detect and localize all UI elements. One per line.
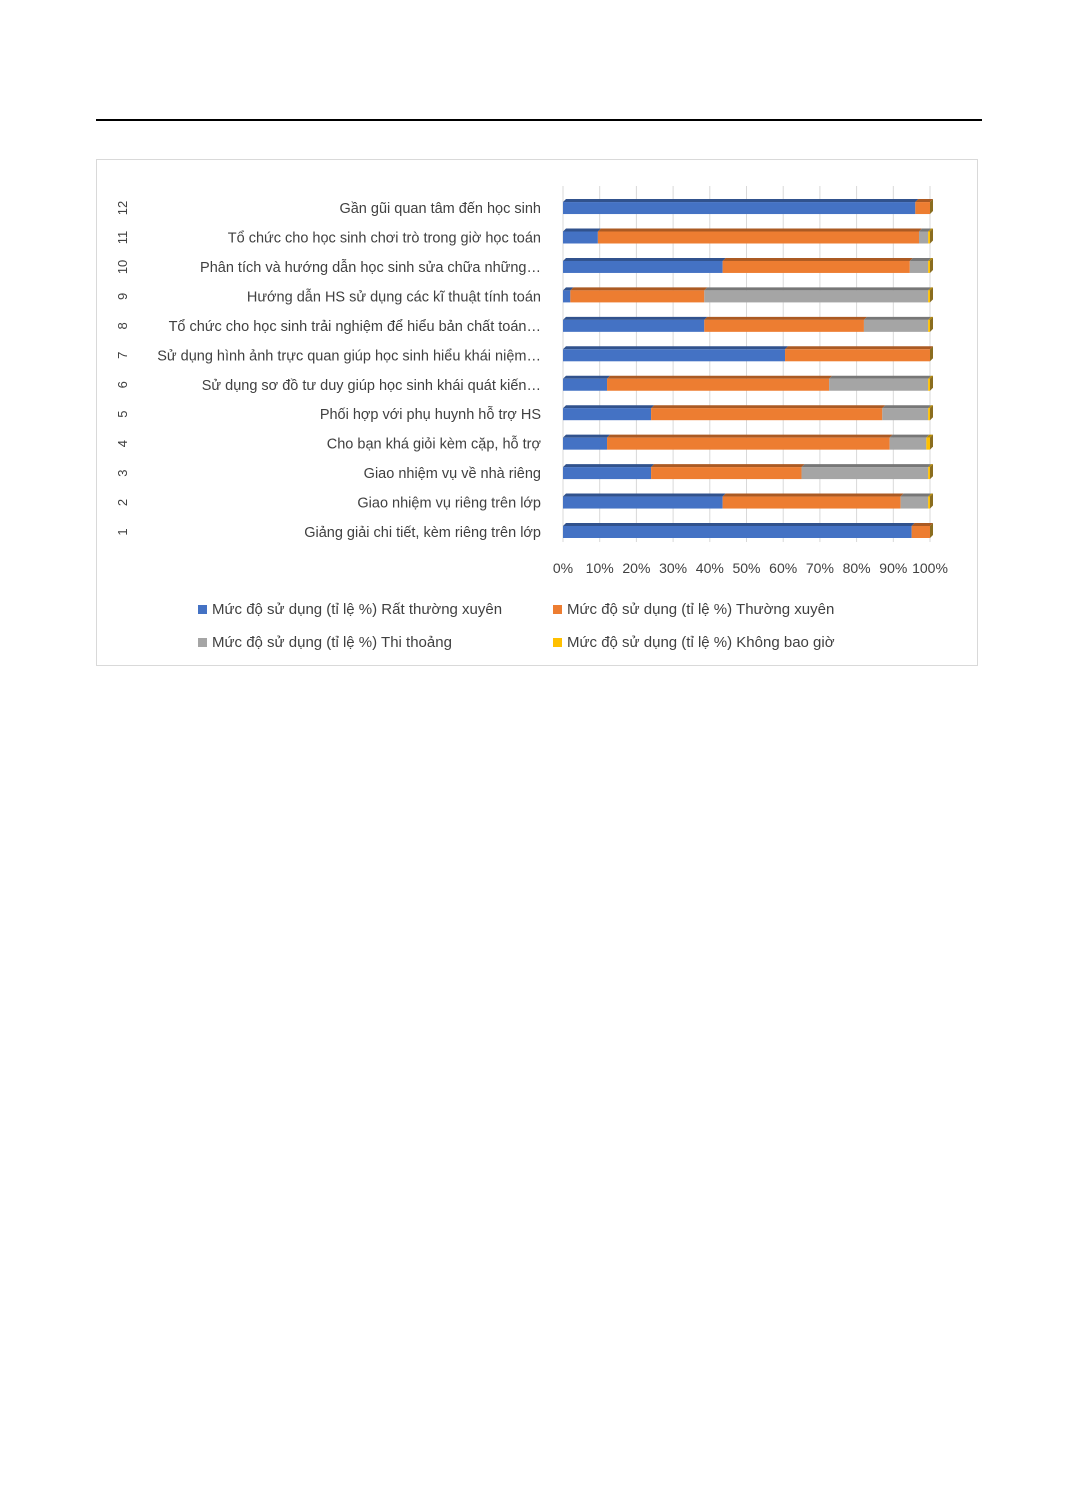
bar-segment [915,202,930,214]
bar-segment-top [890,435,930,438]
bar-segment [928,290,930,302]
bar-segment [563,290,570,302]
bar-segment-top [563,464,654,467]
bar-segment-top [802,464,932,467]
bar-segment-top [704,287,931,290]
bar-segment [912,526,930,538]
category-index: 3 [115,469,130,477]
legend-label: Mức độ sử dụng (tỉ lệ %) Thường xuyên [567,601,835,618]
bar-segment [563,526,912,538]
bar-segment [607,438,890,450]
bar-segment-top [570,287,707,290]
category-index: 7 [115,351,130,359]
category-label: Tổ chức cho học sinh trải nghiệm để hiểu bản chất toán… [168,318,541,335]
category-index: 1 [115,528,130,536]
legend-label: Mức độ sử dụng (tỉ lệ %) Không bao giờ [567,634,835,651]
bar-segment [785,349,930,361]
bar-segment [928,320,930,332]
category-label: Sử dụng sơ đồ tư duy giúp học sinh khái quát kiến… [201,377,541,394]
category-label: Tổ chức cho học sinh chơi trò trong giờ học toán [227,230,541,247]
bar-segment-top [563,317,707,320]
bar-segment [864,320,928,332]
legend-label: Mức độ sử dụng (tỉ lệ %) Rất thường xuyên [212,601,503,618]
bar-segment [570,290,704,302]
bar-segment-top [563,199,918,202]
header-rule [96,119,982,121]
bar-segment [563,497,723,509]
bar-segment [563,467,651,479]
bar-segment [563,320,704,332]
x-tick-label: 70% [805,560,834,576]
category-label: Giao nhiệm vụ về nhà riêng [363,466,541,483]
bar-segment-top [563,494,726,497]
bar-segment [563,408,651,420]
category-label: Giảng giải chi tiết, kèm riêng trên lớp [304,525,541,541]
bar-segment-top [723,258,913,261]
category-index: 11 [115,230,130,245]
bar-segment [704,290,928,302]
x-tick-label: 30% [659,560,688,576]
bar-segment [882,408,928,420]
category-label: Hướng dẫn HS sử dụng các kĩ thuật tính toán [246,289,541,306]
legend-swatch [553,638,562,647]
category-label: Cho bạn khá giỏi kèm cặp, hỗ trợ [326,436,541,453]
bar-segment-top [864,317,931,320]
category-index: 9 [115,292,130,301]
category-index: 10 [115,259,130,275]
bar-segment [802,467,929,479]
bar-segment [890,438,927,450]
stacked-bar-chart [97,160,977,665]
category-index: 4 [115,440,130,448]
category-label: Sử dụng hình ảnh trực quan giúp học sinh hiểu khái niệm… [157,348,541,365]
category-label: Phân tích và hướng dẫn học sinh sửa chữa những… [200,259,541,276]
bar-segment [651,467,801,479]
bar-segment-top [829,376,931,379]
bar-segment [928,408,930,420]
chart-frame [96,159,978,666]
bar-segment-top [563,229,601,232]
bar-segment-top [912,523,933,526]
bar-segment [928,261,930,273]
bar-segment [563,202,915,214]
bar-segment [704,320,864,332]
category-label: Gần gũi quan tâm đến học sinh [339,201,541,218]
bar-segment [723,261,910,273]
bar-segment [563,379,607,391]
category-index: 5 [115,410,130,418]
x-tick-label: 20% [622,560,651,576]
bar-segment-top [651,405,885,408]
x-tick-label: 90% [879,560,908,576]
bar-segment [928,467,930,479]
bar-segment [928,232,930,244]
bar-segment-top [915,199,933,202]
legend-item [553,634,835,651]
category-index: 8 [115,322,130,330]
bar-segment [901,497,929,509]
x-tick-label: 0% [552,560,574,576]
bar-segment-top [607,435,893,438]
bar-segment [928,379,930,391]
bar-segment [723,497,901,509]
x-tick-label: 100% [912,560,948,576]
bar-segment [563,349,785,361]
bar-segment [829,379,928,391]
category-label: Phối hợp với phụ huynh hỗ trợ HS [319,407,541,424]
legend-swatch [553,605,562,614]
x-tick-label: 80% [842,560,871,576]
bar-segment-top [563,346,788,349]
legend-item [198,601,502,618]
bar-segment-top [882,405,931,408]
legend-swatch [198,638,207,647]
category-label: Giao nhiệm vụ riêng trên lớp [357,495,541,512]
bar-segment [563,261,723,273]
bar-segment [607,379,829,391]
bar-segment [563,232,598,244]
bar-segment-top [910,258,931,261]
category-index: 6 [115,381,130,389]
x-tick-label: 10% [585,560,614,576]
bar-segment-top [563,435,610,438]
bar-segment [926,438,930,450]
bar-segment-top [598,229,922,232]
x-tick-label: 60% [769,560,798,576]
bar-segment-top [651,464,804,467]
x-tick-label: 40% [695,560,724,576]
bar-segment-top [607,376,832,379]
bar-segment-top [704,317,867,320]
bar-segment-top [563,258,726,261]
bar-segment-top [723,494,904,497]
bar-segment-top [785,346,933,349]
bar-segment-top [901,494,932,497]
bar-segment [651,408,882,420]
bar-segment-top [563,376,610,379]
category-index: 12 [115,200,130,216]
bar-segment [928,497,930,509]
bar-segment [910,261,928,273]
legend-swatch [198,605,207,614]
bar-segment [598,232,919,244]
legend-item [198,634,452,651]
legend-item [553,601,834,618]
bar-segment [563,438,607,450]
bar-segment-top [563,405,654,408]
bar-segment [919,232,928,244]
category-index: 2 [115,498,130,507]
legend-label: Mức độ sử dụng (tỉ lệ %) Thi thoảng [212,634,452,651]
x-tick-label: 50% [732,560,761,576]
bar-segment-top [563,523,915,526]
